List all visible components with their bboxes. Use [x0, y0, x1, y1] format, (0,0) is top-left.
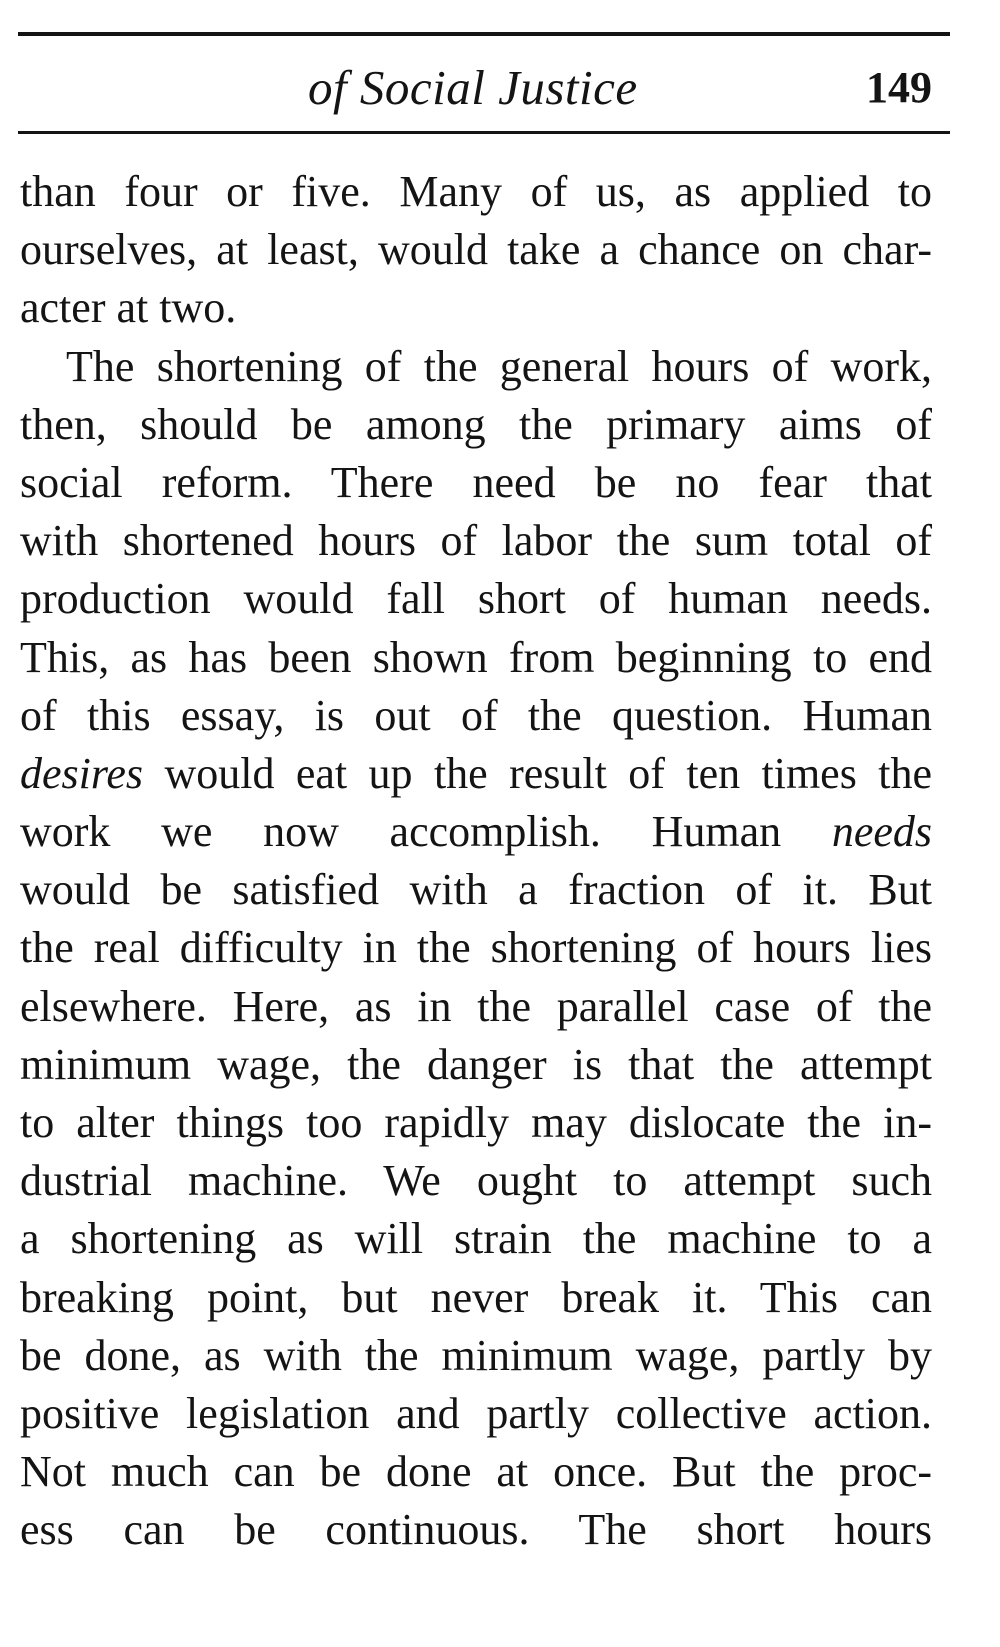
text-line: ourselves, at least, would take a chance on char- — [20, 225, 932, 275]
page-number: 149 — [866, 63, 932, 112]
text-line: would be satisfied with a fraction of it. But — [20, 865, 932, 915]
text-line: than four or five. Many of us, as applied to — [20, 167, 932, 216]
text-line — [20, 745, 932, 803]
text-line: with shortened hours of labor the sum total of — [20, 516, 932, 566]
text-line: This, as has been shown from beginning to end — [20, 632, 932, 682]
text-line: Not much can be done at once. But the proc- — [20, 1447, 932, 1497]
line-start: work we now accomplish. Human — [20, 807, 832, 857]
text-line: a shortening as will strain the machine to a — [20, 1214, 932, 1264]
text-line: be done, as with the minimum wage, partly by — [20, 1330, 932, 1380]
text-line: dustrial machine. We ought to attempt such — [20, 1156, 932, 1206]
italic-word: needs — [831, 807, 932, 857]
text-line: minimum wage, the danger is that the attempt — [20, 1039, 932, 1089]
text-line: of this essay, is out of the question. Human — [20, 690, 932, 740]
text-line: elsewhere. Here, as in the parallel case of the — [20, 981, 932, 1031]
line-rest: would eat up the result of ten times the — [143, 748, 932, 798]
paragraph-1 — [20, 163, 932, 338]
text-line: then, should be among the primary aims of — [20, 399, 932, 449]
text-line: production would fall short of human needs. — [20, 574, 932, 624]
text-line: The shortening of the general hours of work, — [66, 341, 932, 391]
italic-word: desires — [20, 748, 144, 798]
text-line: breaking point, but never break it. This can — [20, 1272, 932, 1322]
running-head — [18, 58, 950, 118]
top-rule — [18, 32, 950, 36]
text-line: social reform. There need be no fear that — [20, 457, 932, 507]
text-line: the real difficulty in the shortening of hours lies — [20, 923, 932, 973]
paragraph-2 — [20, 338, 932, 1560]
text-line: ess can be continuous. The short hours — [20, 1505, 932, 1555]
text-line — [20, 803, 932, 861]
text-line: positive legislation and partly collective action. — [20, 1388, 932, 1438]
text-line: to alter things too rapidly may dislocate the in- — [20, 1098, 932, 1147]
header-rule — [18, 131, 950, 134]
body-text — [20, 163, 932, 1560]
text-line: acter at two. — [20, 283, 237, 333]
running-title: of Social Justice — [308, 60, 638, 115]
